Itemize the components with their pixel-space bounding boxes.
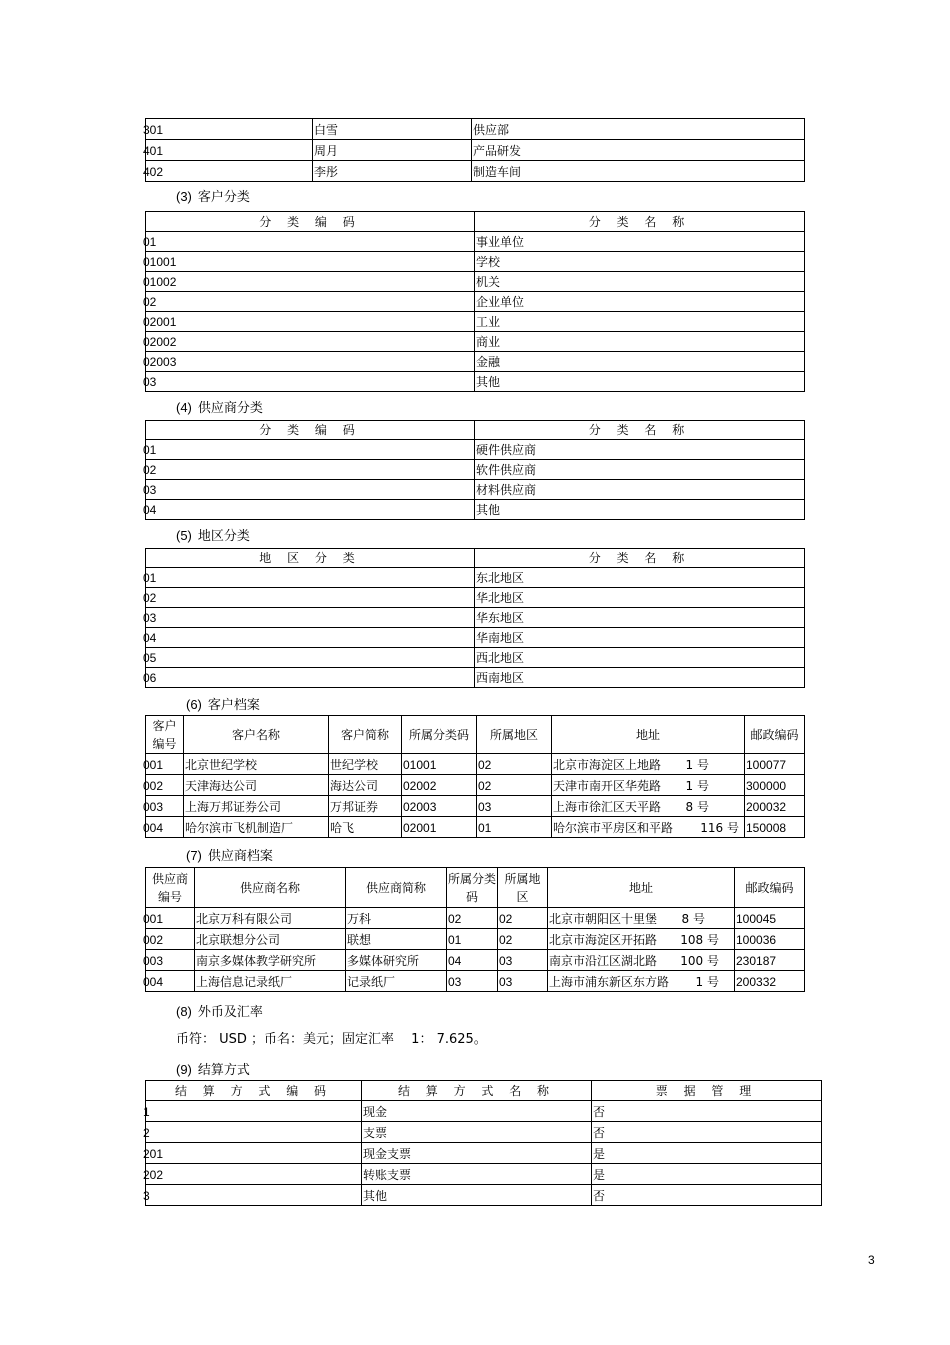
supplier-no: 001 [146, 908, 195, 929]
dept-code: 301 [146, 119, 313, 140]
table-row [146, 1185, 822, 1206]
supplier-name: 上海信息记录纸厂 [195, 971, 346, 992]
settlement-name: 支票 [362, 1122, 592, 1143]
table-row [146, 1143, 822, 1164]
class-code: 01001 [146, 252, 475, 272]
customer-region: 03 [477, 796, 552, 817]
column-header: 所属分类码 [402, 716, 477, 754]
customer-address: 天津市南开区华苑路 1 号 [552, 775, 745, 796]
region-code: 03 [146, 608, 475, 628]
class-code: 03 [146, 480, 475, 500]
table-row [146, 628, 805, 648]
customer-no: 003 [146, 796, 184, 817]
supplier-zip: 100036 [735, 929, 805, 950]
section-heading-region-class: (5) 地区分类 [176, 528, 250, 544]
region-name: 西南地区 [475, 668, 805, 688]
region-code: 06 [146, 668, 475, 688]
table-row [146, 796, 805, 817]
settlement-code: 202 [146, 1164, 362, 1185]
class-name: 事业单位 [475, 232, 805, 252]
settlement-name: 现金支票 [362, 1143, 592, 1164]
table-row [146, 775, 805, 796]
table-row [146, 568, 805, 588]
class-name: 其他 [475, 372, 805, 392]
customer-class: 02003 [402, 796, 477, 817]
customer-zip: 200032 [745, 796, 805, 817]
column-header: 结 算 方 式 名 称 [362, 1081, 592, 1101]
table-row [146, 754, 805, 775]
column-header: 地址 [552, 716, 745, 754]
class-code: 01 [146, 232, 475, 252]
region-code: 05 [146, 648, 475, 668]
class-code: 02003 [146, 352, 475, 372]
section-heading-supplier-class: (4) 供应商分类 [176, 400, 263, 416]
table-row [146, 440, 805, 460]
table-row [146, 352, 805, 372]
class-code: 04 [146, 500, 475, 520]
supplier-name: 北京万科有限公司 [195, 908, 346, 929]
supplier-zip: 200332 [735, 971, 805, 992]
customer-region: 02 [477, 775, 552, 796]
customer-name: 天津海达公司 [184, 775, 329, 796]
column-header: 所属地区 [477, 716, 552, 754]
table-row [146, 312, 805, 332]
class-code: 03 [146, 372, 475, 392]
settlement-name: 其他 [362, 1185, 592, 1206]
customer-zip: 300000 [745, 775, 805, 796]
column-header: 票 据 管 理 [592, 1081, 822, 1101]
table-row [146, 332, 805, 352]
supplier-no: 002 [146, 929, 195, 950]
table-row [146, 161, 805, 182]
dept-code: 402 [146, 161, 313, 182]
class-name: 金融 [475, 352, 805, 372]
section-heading-currency: (8) 外币及汇率 [176, 1004, 263, 1020]
customer-address: 北京市海淀区上地路 1 号 [552, 754, 745, 775]
customer-short: 世纪学校 [329, 754, 402, 775]
column-header: 客户简称 [329, 716, 402, 754]
supplier-zip: 100045 [735, 908, 805, 929]
region-name: 华北地区 [475, 588, 805, 608]
settlement-bill: 否 [592, 1122, 822, 1143]
column-header: 分 类 名 称 [475, 421, 805, 440]
customer-region: 01 [477, 817, 552, 838]
supplier-no: 004 [146, 971, 195, 992]
dept-person: 白雪 [313, 119, 472, 140]
column-header: 客户名称 [184, 716, 329, 754]
class-code: 01002 [146, 272, 475, 292]
supplier-region: 03 [498, 971, 548, 992]
dept-person: 李彤 [313, 161, 472, 182]
currency-note: 币符： USD ；币名：美元；固定汇率 1： 7.625。 [176, 1032, 487, 1047]
table-row [146, 1164, 822, 1185]
column-header: 结 算 方 式 编 码 [146, 1081, 362, 1101]
supplier-no: 003 [146, 950, 195, 971]
column-header: 所属地区 [498, 868, 548, 908]
section-heading-settlement: (9) 结算方式 [176, 1062, 250, 1078]
dept-code: 401 [146, 140, 313, 161]
table-row [146, 608, 805, 628]
customer-name: 哈尔滨市飞机制造厂 [184, 817, 329, 838]
table-row [146, 500, 805, 520]
class-name: 商业 [475, 332, 805, 352]
supplier-zip: 230187 [735, 950, 805, 971]
section-heading-customer-class: (3) 客户分类 [176, 189, 250, 205]
settlement-bill: 是 [592, 1143, 822, 1164]
table-header-row [146, 868, 805, 908]
class-name: 硬件供应商 [475, 440, 805, 460]
supplier-name: 北京联想分公司 [195, 929, 346, 950]
settlement-code: 201 [146, 1143, 362, 1164]
settlement-bill: 是 [592, 1164, 822, 1185]
section-heading-supplier-file: (7) 供应商档案 [186, 848, 273, 864]
region-code: 02 [146, 588, 475, 608]
supplier-class-table [145, 420, 805, 520]
supplier-class: 01 [447, 929, 498, 950]
class-name: 材料供应商 [475, 480, 805, 500]
customer-zip: 100077 [745, 754, 805, 775]
column-header: 地址 [548, 868, 735, 908]
column-header: 地 区 分 类 [146, 549, 475, 568]
settlement-code: 2 [146, 1122, 362, 1143]
table-row [146, 252, 805, 272]
class-code: 02002 [146, 332, 475, 352]
column-header: 所属分类码 [447, 868, 498, 908]
table-row [146, 668, 805, 688]
column-header: 邮政编码 [745, 716, 805, 754]
customer-class-table [145, 211, 805, 392]
customer-class: 02002 [402, 775, 477, 796]
customer-no: 002 [146, 775, 184, 796]
region-name: 华东地区 [475, 608, 805, 628]
table-row [146, 1122, 822, 1143]
region-name: 东北地区 [475, 568, 805, 588]
section-heading-customer-file: (6) 客户档案 [186, 697, 260, 713]
class-name: 软件供应商 [475, 460, 805, 480]
class-code: 01 [146, 440, 475, 460]
table-row [146, 232, 805, 252]
column-header: 分 类 名 称 [475, 549, 805, 568]
customer-no: 004 [146, 817, 184, 838]
supplier-region: 02 [498, 929, 548, 950]
dept-name: 制造车间 [472, 161, 805, 182]
supplier-class: 02 [447, 908, 498, 929]
dept-name: 产品研发 [472, 140, 805, 161]
supplier-class: 03 [447, 971, 498, 992]
table-row [146, 588, 805, 608]
settlement-name: 现金 [362, 1101, 592, 1122]
supplier-short: 多媒体研究所 [346, 950, 447, 971]
customer-file-table [145, 715, 805, 838]
table-row [146, 648, 805, 668]
region-code: 01 [146, 568, 475, 588]
column-header: 分 类 编 码 [146, 421, 475, 440]
table-header-row [146, 716, 805, 754]
supplier-address: 北京市海淀区开拓路 108 号 [548, 929, 735, 950]
customer-name: 北京世纪学校 [184, 754, 329, 775]
column-header: 分 类 编 码 [146, 212, 475, 232]
customer-no: 001 [146, 754, 184, 775]
settlement-bill: 否 [592, 1185, 822, 1206]
customer-class: 02001 [402, 817, 477, 838]
table-row [146, 119, 805, 140]
table-row [146, 817, 805, 838]
column-header: 供应商简称 [346, 868, 447, 908]
dept-person: 周月 [313, 140, 472, 161]
class-name: 学校 [475, 252, 805, 272]
settlement-name: 转账支票 [362, 1164, 592, 1185]
customer-name: 上海万邦证券公司 [184, 796, 329, 817]
customer-class: 01001 [402, 754, 477, 775]
table-row [146, 908, 805, 929]
department-table [145, 118, 805, 182]
customer-short: 海达公司 [329, 775, 402, 796]
table-row [146, 272, 805, 292]
supplier-region: 02 [498, 908, 548, 929]
customer-region: 02 [477, 754, 552, 775]
table-row [146, 929, 805, 950]
region-code: 04 [146, 628, 475, 648]
class-code: 02 [146, 460, 475, 480]
supplier-file-table [145, 867, 805, 992]
customer-zip: 150008 [745, 817, 805, 838]
class-name: 企业单位 [475, 292, 805, 312]
table-row [146, 460, 805, 480]
column-header: 供应商名称 [195, 868, 346, 908]
class-name: 其他 [475, 500, 805, 520]
table-row [146, 372, 805, 392]
supplier-address: 南京市沿江区湖北路 100 号 [548, 950, 735, 971]
supplier-short: 联想 [346, 929, 447, 950]
page-number: 3 [868, 1253, 875, 1267]
settlement-code: 3 [146, 1185, 362, 1206]
table-row [146, 950, 805, 971]
supplier-region: 03 [498, 950, 548, 971]
region-name: 西北地区 [475, 648, 805, 668]
table-row [146, 140, 805, 161]
customer-short: 哈飞 [329, 817, 402, 838]
class-code: 02 [146, 292, 475, 312]
dept-name: 供应部 [472, 119, 805, 140]
settlement-bill: 否 [592, 1101, 822, 1122]
table-row [146, 971, 805, 992]
supplier-class: 04 [447, 950, 498, 971]
supplier-name: 南京多媒体教学研究所 [195, 950, 346, 971]
table-header-row [146, 212, 805, 232]
column-header: 分 类 名 称 [475, 212, 805, 232]
customer-short: 万邦证券 [329, 796, 402, 817]
supplier-address: 北京市朝阳区十里堡 8 号 [548, 908, 735, 929]
table-header-row [146, 1081, 822, 1101]
column-header: 客户编号 [146, 716, 184, 754]
column-header: 邮政编码 [735, 868, 805, 908]
supplier-short: 万科 [346, 908, 447, 929]
supplier-address: 上海市浦东新区东方路 1 号 [548, 971, 735, 992]
table-header-row [146, 421, 805, 440]
supplier-short: 记录纸厂 [346, 971, 447, 992]
class-code: 02001 [146, 312, 475, 332]
customer-address: 上海市徐汇区天平路 8 号 [552, 796, 745, 817]
table-header-row [146, 549, 805, 568]
settlement-table [145, 1080, 822, 1206]
table-row [146, 480, 805, 500]
settlement-code: 1 [146, 1101, 362, 1122]
region-class-table [145, 548, 805, 688]
class-name: 工业 [475, 312, 805, 332]
customer-address: 哈尔滨市平房区和平路 116 号 [552, 817, 745, 838]
table-row [146, 292, 805, 312]
region-name: 华南地区 [475, 628, 805, 648]
table-row [146, 1101, 822, 1122]
class-name: 机关 [475, 272, 805, 292]
column-header: 供应商编号 [146, 868, 195, 908]
